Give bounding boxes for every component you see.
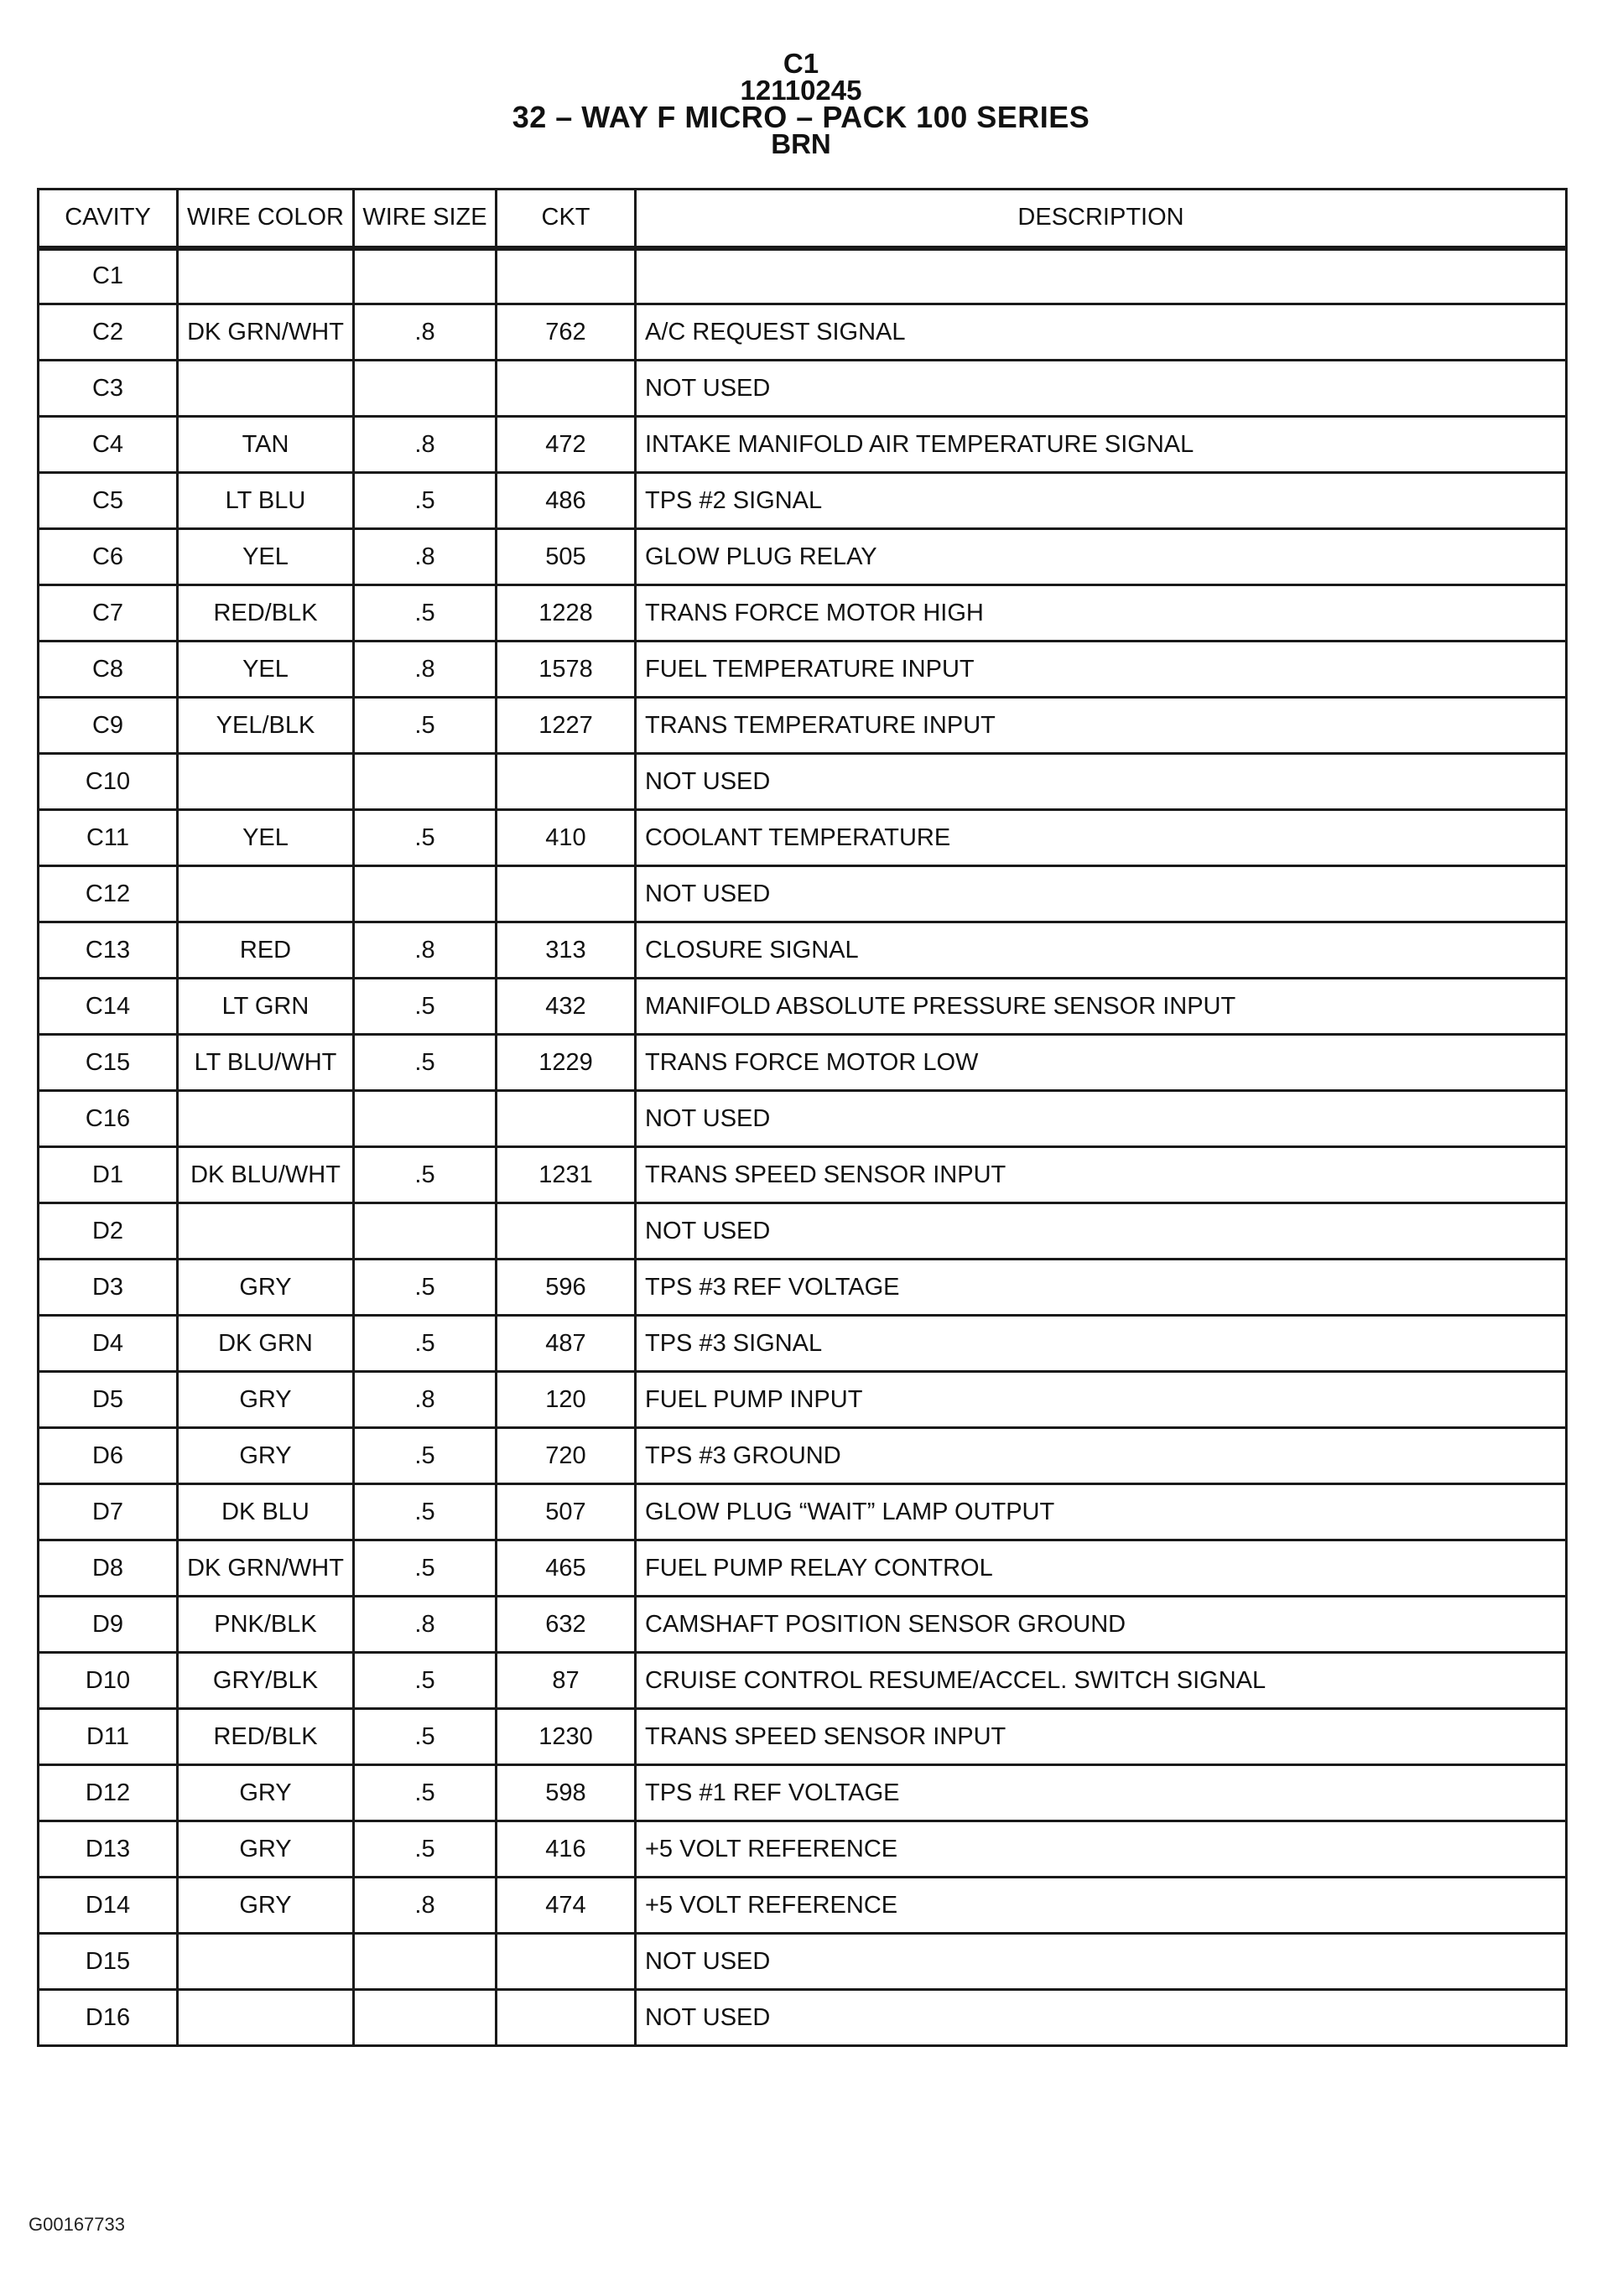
connector-type: 32 – WAY F MICRO – PACK 100 SERIES: [512, 100, 1090, 134]
ckt-cell: 487: [497, 1316, 636, 1372]
wire-size-cell: [354, 1990, 497, 2046]
cavity-cell: D10: [39, 1653, 178, 1709]
cavity-cell: D11: [39, 1709, 178, 1765]
ckt-cell: [497, 754, 636, 810]
ckt-cell: 1231: [497, 1147, 636, 1203]
table-row: [39, 1653, 1567, 1709]
table-row: [39, 1203, 1567, 1260]
description-cell: TPS #1 REF VOLTAGE: [636, 1765, 1567, 1821]
figure-code: G00167733: [29, 2214, 125, 2235]
table-body: [39, 248, 1567, 2046]
wire-color-cell: RED/BLK: [178, 1709, 354, 1765]
cavity-cell: D1: [39, 1147, 178, 1203]
wire-color-cell: GRY: [178, 1821, 354, 1878]
wire-size-cell: [354, 1203, 497, 1260]
cavity-cell: D5: [39, 1372, 178, 1428]
column-header-ckt: CKT: [497, 190, 636, 248]
cavity-cell: C7: [39, 585, 178, 642]
column-header-wire-size: WIRE SIZE: [354, 190, 497, 248]
description-cell: NOT USED: [636, 754, 1567, 810]
description-cell: TPS #3 REF VOLTAGE: [636, 1260, 1567, 1316]
table-row: [39, 1597, 1567, 1653]
ckt-cell: [497, 1091, 636, 1147]
description-cell: CAMSHAFT POSITION SENSOR GROUND: [636, 1597, 1567, 1653]
wire-color-cell: [178, 1990, 354, 2046]
description-cell: GLOW PLUG “WAIT” LAMP OUTPUT: [636, 1484, 1567, 1540]
table-row: [39, 1878, 1567, 1934]
description-cell: +5 VOLT REFERENCE: [636, 1878, 1567, 1934]
wire-color-cell: DK BLU: [178, 1484, 354, 1540]
connector-header: [0, 50, 1602, 158]
wire-size-cell: [354, 1934, 497, 1990]
pinout-table: [37, 188, 1568, 2047]
wire-size-cell: [354, 1091, 497, 1147]
wire-size-cell: .5: [354, 698, 497, 754]
cavity-cell: C2: [39, 304, 178, 361]
description-cell: FUEL TEMPERATURE INPUT: [636, 642, 1567, 698]
description-cell: NOT USED: [636, 1091, 1567, 1147]
description-cell: [636, 248, 1567, 304]
table-row: [39, 1260, 1567, 1316]
column-header-cavity: CAVITY: [39, 190, 178, 248]
ckt-cell: 1227: [497, 698, 636, 754]
wire-size-cell: [354, 361, 497, 417]
ckt-cell: 720: [497, 1428, 636, 1484]
description-cell: NOT USED: [636, 1203, 1567, 1260]
connector-id: C1: [783, 48, 819, 79]
cavity-cell: C16: [39, 1091, 178, 1147]
table-row: [39, 1035, 1567, 1091]
ckt-cell: [497, 361, 636, 417]
cavity-cell: C5: [39, 473, 178, 529]
description-cell: COOLANT TEMPERATURE: [636, 810, 1567, 866]
table-header-row: [39, 190, 1567, 248]
ckt-cell: [497, 1934, 636, 1990]
cavity-cell: C15: [39, 1035, 178, 1091]
wire-size-cell: .5: [354, 1765, 497, 1821]
wire-color-cell: LT BLU/WHT: [178, 1035, 354, 1091]
ckt-cell: 1229: [497, 1035, 636, 1091]
wire-size-cell: .8: [354, 1372, 497, 1428]
ckt-cell: 313: [497, 922, 636, 979]
wire-color-cell: [178, 866, 354, 922]
wire-size-cell: .5: [354, 1316, 497, 1372]
cavity-cell: C10: [39, 754, 178, 810]
cavity-cell: C14: [39, 979, 178, 1035]
column-header-wire-color: WIRE COLOR: [178, 190, 354, 248]
cavity-cell: D8: [39, 1540, 178, 1597]
ckt-cell: 410: [497, 810, 636, 866]
wire-size-cell: .5: [354, 1653, 497, 1709]
description-cell: NOT USED: [636, 1990, 1567, 2046]
cavity-cell: D12: [39, 1765, 178, 1821]
cavity-cell: D13: [39, 1821, 178, 1878]
wire-size-cell: .5: [354, 1428, 497, 1484]
description-cell: TRANS FORCE MOTOR HIGH: [636, 585, 1567, 642]
ckt-cell: [497, 1203, 636, 1260]
ckt-cell: 598: [497, 1765, 636, 1821]
cavity-cell: D6: [39, 1428, 178, 1484]
wire-size-cell: .8: [354, 529, 497, 585]
description-cell: TPS #3 SIGNAL: [636, 1316, 1567, 1372]
description-cell: TRANS FORCE MOTOR LOW: [636, 1035, 1567, 1091]
cavity-cell: C13: [39, 922, 178, 979]
ckt-cell: 507: [497, 1484, 636, 1540]
wire-color-cell: YEL: [178, 529, 354, 585]
description-cell: CRUISE CONTROL RESUME/ACCEL. SWITCH SIGNAL: [636, 1653, 1567, 1709]
wire-size-cell: .8: [354, 1597, 497, 1653]
table-row: [39, 529, 1567, 585]
ckt-cell: 432: [497, 979, 636, 1035]
wire-size-cell: .5: [354, 473, 497, 529]
description-cell: NOT USED: [636, 361, 1567, 417]
table-row: [39, 698, 1567, 754]
table-row: [39, 1540, 1567, 1597]
wire-color-cell: YEL: [178, 810, 354, 866]
wire-color-cell: GRY: [178, 1765, 354, 1821]
cavity-cell: C1: [39, 248, 178, 304]
table-row: [39, 922, 1567, 979]
table-row: [39, 361, 1567, 417]
cavity-cell: C12: [39, 866, 178, 922]
table-row: [39, 585, 1567, 642]
wire-size-cell: .8: [354, 642, 497, 698]
wire-color-cell: RED/BLK: [178, 585, 354, 642]
table-row: [39, 1990, 1567, 2046]
column-header-description: DESCRIPTION: [636, 190, 1567, 248]
ckt-cell: 120: [497, 1372, 636, 1428]
wire-color-cell: [178, 754, 354, 810]
wire-size-cell: .5: [354, 1260, 497, 1316]
description-cell: MANIFOLD ABSOLUTE PRESSURE SENSOR INPUT: [636, 979, 1567, 1035]
description-cell: GLOW PLUG RELAY: [636, 529, 1567, 585]
wire-color-cell: [178, 1091, 354, 1147]
pinout-table-container: [37, 188, 1565, 2047]
wire-size-cell: [354, 866, 497, 922]
cavity-cell: C9: [39, 698, 178, 754]
table-row: [39, 642, 1567, 698]
wire-size-cell: .8: [354, 1878, 497, 1934]
cavity-cell: D4: [39, 1316, 178, 1372]
ckt-cell: 762: [497, 304, 636, 361]
table-row: [39, 979, 1567, 1035]
cavity-cell: D3: [39, 1260, 178, 1316]
wire-color-cell: DK GRN/WHT: [178, 1540, 354, 1597]
wire-size-cell: .8: [354, 304, 497, 361]
table-row: [39, 1372, 1567, 1428]
table-row: [39, 1484, 1567, 1540]
wire-color-cell: GRY/BLK: [178, 1653, 354, 1709]
wire-color-cell: LT BLU: [178, 473, 354, 529]
description-cell: A/C REQUEST SIGNAL: [636, 304, 1567, 361]
wire-color-cell: [178, 248, 354, 304]
wire-size-cell: .5: [354, 810, 497, 866]
wire-color-cell: TAN: [178, 417, 354, 473]
wire-color-cell: YEL: [178, 642, 354, 698]
table-row: [39, 1428, 1567, 1484]
wire-color-cell: GRY: [178, 1878, 354, 1934]
wire-size-cell: [354, 754, 497, 810]
ckt-cell: 465: [497, 1540, 636, 1597]
cavity-cell: D7: [39, 1484, 178, 1540]
cavity-cell: D16: [39, 1990, 178, 2046]
ckt-cell: 486: [497, 473, 636, 529]
ckt-cell: 596: [497, 1260, 636, 1316]
description-cell: FUEL PUMP RELAY CONTROL: [636, 1540, 1567, 1597]
cavity-cell: D2: [39, 1203, 178, 1260]
ckt-cell: [497, 866, 636, 922]
wire-size-cell: .5: [354, 1540, 497, 1597]
cavity-cell: C8: [39, 642, 178, 698]
ckt-cell: 632: [497, 1597, 636, 1653]
table-row: [39, 1091, 1567, 1147]
wire-size-cell: .5: [354, 1035, 497, 1091]
description-cell: NOT USED: [636, 1934, 1567, 1990]
table-row: [39, 1934, 1567, 1990]
ckt-cell: [497, 248, 636, 304]
wire-color-cell: GRY: [178, 1428, 354, 1484]
table-row: [39, 248, 1567, 304]
table-row: [39, 417, 1567, 473]
description-cell: NOT USED: [636, 866, 1567, 922]
wire-size-cell: .5: [354, 585, 497, 642]
wire-color-cell: [178, 361, 354, 417]
wire-size-cell: .5: [354, 1709, 497, 1765]
table-row: [39, 754, 1567, 810]
ckt-cell: 505: [497, 529, 636, 585]
ckt-cell: 1230: [497, 1709, 636, 1765]
wire-color-cell: [178, 1203, 354, 1260]
table-row: [39, 1765, 1567, 1821]
wire-color-cell: [178, 1934, 354, 1990]
cavity-cell: C6: [39, 529, 178, 585]
description-cell: TPS #3 GROUND: [636, 1428, 1567, 1484]
description-cell: TRANS SPEED SENSOR INPUT: [636, 1147, 1567, 1203]
cavity-cell: C3: [39, 361, 178, 417]
description-cell: INTAKE MANIFOLD AIR TEMPERATURE SIGNAL: [636, 417, 1567, 473]
wire-size-cell: .5: [354, 979, 497, 1035]
wire-size-cell: .8: [354, 922, 497, 979]
wire-size-cell: .5: [354, 1484, 497, 1540]
wire-color-cell: RED: [178, 922, 354, 979]
wire-size-cell: .8: [354, 417, 497, 473]
wire-color-cell: DK GRN: [178, 1316, 354, 1372]
ckt-cell: 1578: [497, 642, 636, 698]
connector-color: BRN: [771, 128, 831, 159]
wire-color-cell: GRY: [178, 1372, 354, 1428]
wire-color-cell: PNK/BLK: [178, 1597, 354, 1653]
wire-color-cell: DK GRN/WHT: [178, 304, 354, 361]
ckt-cell: 472: [497, 417, 636, 473]
cavity-cell: D14: [39, 1878, 178, 1934]
wire-color-cell: DK BLU/WHT: [178, 1147, 354, 1203]
cavity-cell: C4: [39, 417, 178, 473]
description-cell: +5 VOLT REFERENCE: [636, 1821, 1567, 1878]
table-row: [39, 1147, 1567, 1203]
table-row: [39, 1709, 1567, 1765]
description-cell: TRANS SPEED SENSOR INPUT: [636, 1709, 1567, 1765]
part-number: 12110245: [740, 75, 862, 106]
wire-color-cell: YEL/BLK: [178, 698, 354, 754]
table-row: [39, 473, 1567, 529]
ckt-cell: 416: [497, 1821, 636, 1878]
wire-size-cell: [354, 248, 497, 304]
wire-color-cell: GRY: [178, 1260, 354, 1316]
wire-size-cell: .5: [354, 1147, 497, 1203]
description-cell: CLOSURE SIGNAL: [636, 922, 1567, 979]
ckt-cell: 1228: [497, 585, 636, 642]
cavity-cell: D15: [39, 1934, 178, 1990]
ckt-cell: [497, 1990, 636, 2046]
description-cell: FUEL PUMP INPUT: [636, 1372, 1567, 1428]
cavity-cell: C11: [39, 810, 178, 866]
description-cell: TPS #2 SIGNAL: [636, 473, 1567, 529]
cavity-cell: D9: [39, 1597, 178, 1653]
description-cell: TRANS TEMPERATURE INPUT: [636, 698, 1567, 754]
table-row: [39, 866, 1567, 922]
wire-size-cell: .5: [354, 1821, 497, 1878]
wire-color-cell: LT GRN: [178, 979, 354, 1035]
table-row: [39, 304, 1567, 361]
ckt-cell: 87: [497, 1653, 636, 1709]
table-row: [39, 1316, 1567, 1372]
table-row: [39, 1821, 1567, 1878]
table-row: [39, 810, 1567, 866]
ckt-cell: 474: [497, 1878, 636, 1934]
